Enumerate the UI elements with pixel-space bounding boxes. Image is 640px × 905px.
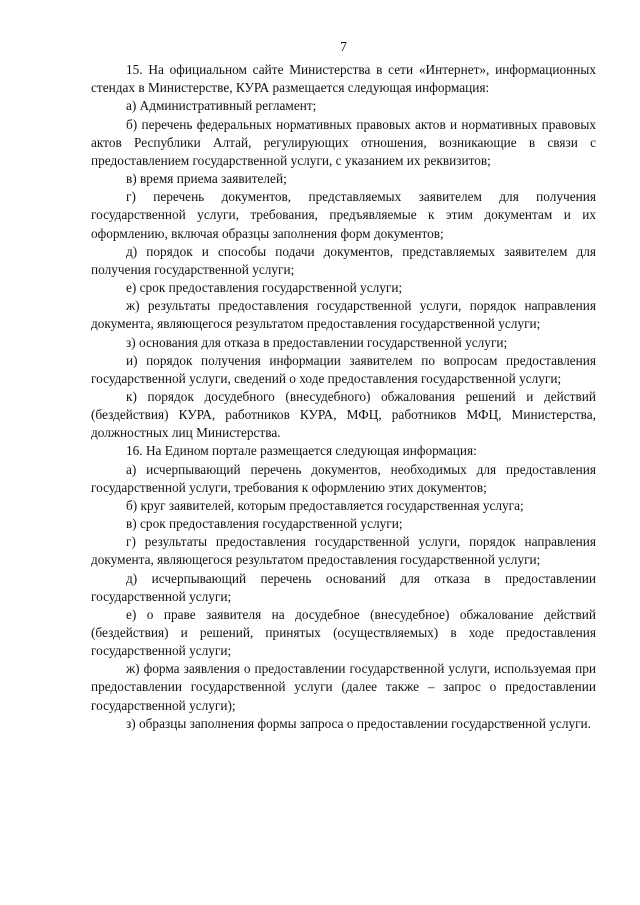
list-item-16g: г) результаты предоставления государственной услуги, порядок направления документа, являющегося результатом предоставления государственной услуги; bbox=[91, 534, 596, 568]
paragraph-16-intro: 16. На Едином портале размещается следующая информация: bbox=[126, 443, 477, 459]
list-item-16zh: ж) форма заявления о предоставлении государственной услуги, используемая при предоставлении государственной услуги (далее также – запрос о предоставлении государственной услуги); bbox=[91, 661, 596, 713]
paragraph-15-intro: 15. На официальном сайте Министерства в сети «Интернет», информационных стендах в Министерстве, КУРА размещается следующая информация: bbox=[91, 62, 596, 96]
list-item-15g: г) перечень документов, представляемых заявителем для получения государственной услуги, требования, предъявляемые к этим документам и их оформлению, включая образцы заполнения форм документов; bbox=[91, 189, 596, 241]
list-item-15a: а) Административный регламент; bbox=[126, 98, 317, 114]
list-item-16e: е) о праве заявителя на досудебное (внесудебное) обжалование действий (бездействия) и решений, принятых (осуществляемых) в ходе предоставления государственной услуги; bbox=[91, 606, 596, 659]
list-item-15d: д) порядок и способы подачи документов, представляемых заявителем для получения государственной услуги; bbox=[91, 243, 596, 277]
list-item-16d: д) исчерпывающий перечень оснований для отказа в предоставлении государственной услуги; bbox=[91, 570, 596, 604]
list-item-15e: е) срок предоставления государственной услуги; bbox=[126, 280, 403, 296]
list-item-15i: и) порядок получения информации заявителем по вопросам предоставления государственной услуги, сведений о ходе предоставления государственной услуги; bbox=[91, 352, 596, 386]
list-item-16a: а) исчерпывающий перечень документов, необходимых для предоставления государственной услуги, требования к оформлению этих документов; bbox=[91, 461, 596, 495]
list-item-15k: к) порядок досудебного (внесудебного) обжалования решений и действий (бездействия) КУРА, работников КУРА, МФЦ, работников МФЦ, Министерства, должностных лиц Министерства. bbox=[91, 388, 596, 441]
document-page bbox=[91, 38, 596, 733]
list-item-16b: б) круг заявителей, которым предоставляется государственная услуга; bbox=[126, 497, 524, 513]
list-item-15v: в) время приема заявителей; bbox=[126, 171, 287, 187]
list-item-15z: з) основания для отказа в предоставлении государственной услуги; bbox=[126, 334, 508, 350]
list-item-15b: б) перечень федеральных нормативных правовых актов и нормативных правовых актов Республики Алтай, регулирующих отношения, возникающие в связи с предоставлением государственной услуги, с указанием их реквизитов; bbox=[91, 116, 596, 168]
list-item-16v: в) срок предоставления государственной услуги; bbox=[126, 516, 403, 532]
list-item-15zh: ж) результаты предоставления государственной услуги, порядок направления документа, являющегося результатом предоставления государственной услуги; bbox=[91, 298, 596, 332]
list-item-16z: з) образцы заполнения формы запроса о предоставлении государственной услуги. bbox=[126, 715, 592, 731]
page-number: 7 bbox=[340, 39, 347, 54]
